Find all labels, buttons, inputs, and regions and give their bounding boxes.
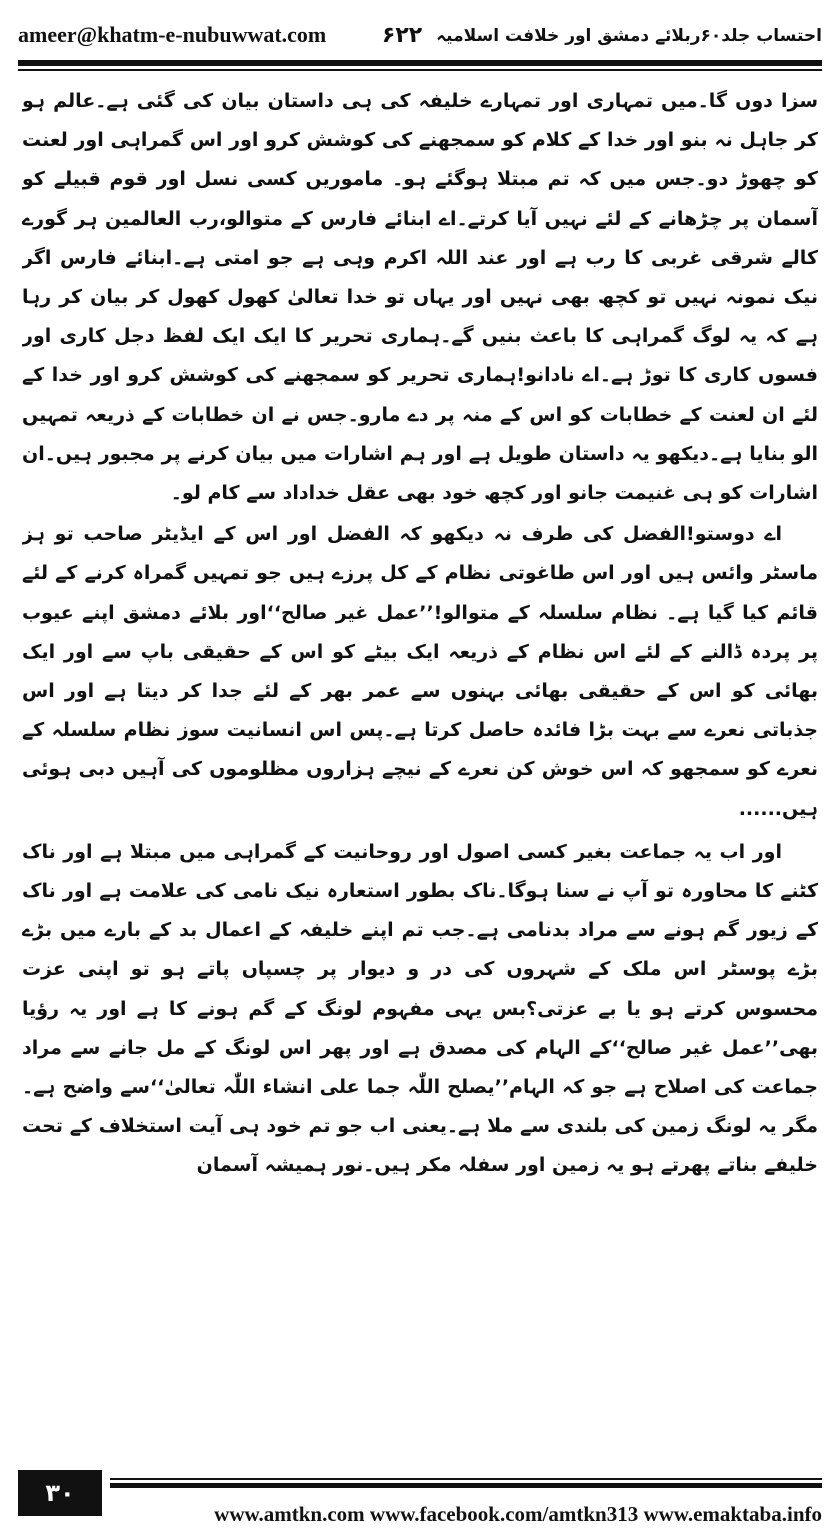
paragraph-3: اور اب یہ جماعت بغیر کسی اصول اور روحانیت کے گمراہی میں مبتلا ہے اور ناک کٹنے کا محاورہ تو آپ نے سنا ہوگا۔ناک بطور استعارہ نیک نامی کی علامت ہے اور ناک کے زیور گم ہونے سے مراد بدنامی ہے۔جب تم اپنے خلیفہ کے اعمال بد کے بارے میں بڑے بڑے پوسٹر اس ملک کے شہروں کی در و دیوار پر چسپاں پاتے ہو تو اپنی عزت محسوس کرتے ہو یا بے عزتی؟بس یہی مفہوم لونگ کے گم ہونے کا ہے اور یہ رؤیا بھی’’عمل غیر صالح‘‘کے الہام کی مصدق ہے اور پھر اس لونگ کے مل جانے سے مراد جماعت کی اصلاح ہے جو کہ الہام’’یصلح اللّٰہ جما علی انشاء اللّٰہ تعالیٰ‘‘سے واضح ہے۔مگر یہ لونگ زمین کی بلندی سے ملا ہے۔یعنی اب جو تم خود ہی آیت استخلاف کے تحت خلیفے بناتے پھرتے ہو یہ زمین اور سفلہ مکر ہیں۔نور ہمیشہ آسمان [22,840,818,1177]
footer-rule-thick [110,1483,822,1488]
paragraph-1: سزا دوں گا۔میں تمہاری اور تمہارے خلیفہ کی ہی داستان بیان کی گئی ہے۔عالم ہو کر جاہل نہ بنو اور خدا کے کلام کو سمجھنے کی کوشش کرو اور اس گمراہی اور لعنت کو چھوڑ دو۔جس میں کہ تم مبتلا ہوگئے ہو۔ ماموریں کسی نسل اور قوم قبیلے کو آسمان پر چڑھانے کے لئے نہیں آیا کرتے۔اے ابنائے فارس کے متوالو،رب العالمین ہر گورے کالے شرقی غربی کا رب ہے اور عند اللہ اکرم وہی ہے جو امتی ہے۔ابنائے فارس اگر نیک نمونہ نہیں تو کچھ بھی نہیں اور یہاں تو خدا تعالیٰ کھول کھول کر بیان کر رہا ہے کہ یہ لوگ گمراہی کا باعث بنیں گے۔ہماری تحریر کا ایک ایک لفظ دجل کاری اور فسوں کاری کا توڑ ہے۔اے نادانو!ہماری تحریر کو سمجھنے کی کوشش کرو اور خدا کے لئے ان لعنت کے خطابات کو اس کے منہ پر دے مارو۔جس نے ان خطابات کے ذریعہ تمہیں الو بنایا ہے۔دیکھو یہ داستان طویل ہے اور ہم اشارات میں بیان کرنے پر مجبور ہیں۔ان اشارات کو ہی غنیمت جانو اور کچھ خود بھی عقل خداداد سے کام لو۔ [22,90,818,505]
footer-page-number-text: ۳۰ [45,1479,75,1507]
footer-page-number [18,1470,102,1516]
header-page-number: ۶۲۲ [381,22,423,48]
header-title: احتساب جلد۶۰ربلائے دمشق اور خلافت اسلامیہ [436,25,822,46]
footer-rule-thin [110,1478,822,1480]
paragraph-2: اے دوستو!الفضل کی طرف نہ دیکھو کہ الفضل اور اس کے ایڈیٹر صاحب تو ہز ماسٹر وائس ہیں اور اس طاغوتی نظام کے کل پرزے ہیں جو تمہیں گمراہ کرنے کے لئے قائم کیا گیا ہے۔ نظام سلسلہ کے متوالو!’’عمل غیر صالح‘‘اور بلائے دمشق اپنے عیوب پر پردہ ڈالنے کے لئے اس نظام کے ذریعہ ایک بیٹے کو اس کے حقیقی باپ سے اور ایک بھائی کو اس کے حقیقی بھائی بہنوں سے عمر بھر کے لئے جدا کر دیتا ہے اور اس جذباتی نعرے سے بہت بڑا فائدہ حاصل کرتا ہے۔پس اس انسانیت سوز نظام سلسلہ کے نعرے کو سمجھو کہ اس خوش کن نعرے کے نیچے ہزاروں مظلوموں کی آہیں دبی ہوئی ہیں...... [22,523,818,820]
footer-links-text[interactable]: www.amtkn.com www.facebook.com/amtkn313 www.emaktaba.info [214,1501,822,1526]
page-header [18,14,822,56]
body-text [22,82,818,1428]
header-rule-thin [18,69,822,71]
header-email[interactable]: ameer@khatm-e-nubuwwat.com [18,22,327,47]
header-right-group [382,23,822,48]
footer-rules [110,1478,822,1488]
header-rule-thick [18,60,822,66]
footer-links [110,1494,822,1534]
